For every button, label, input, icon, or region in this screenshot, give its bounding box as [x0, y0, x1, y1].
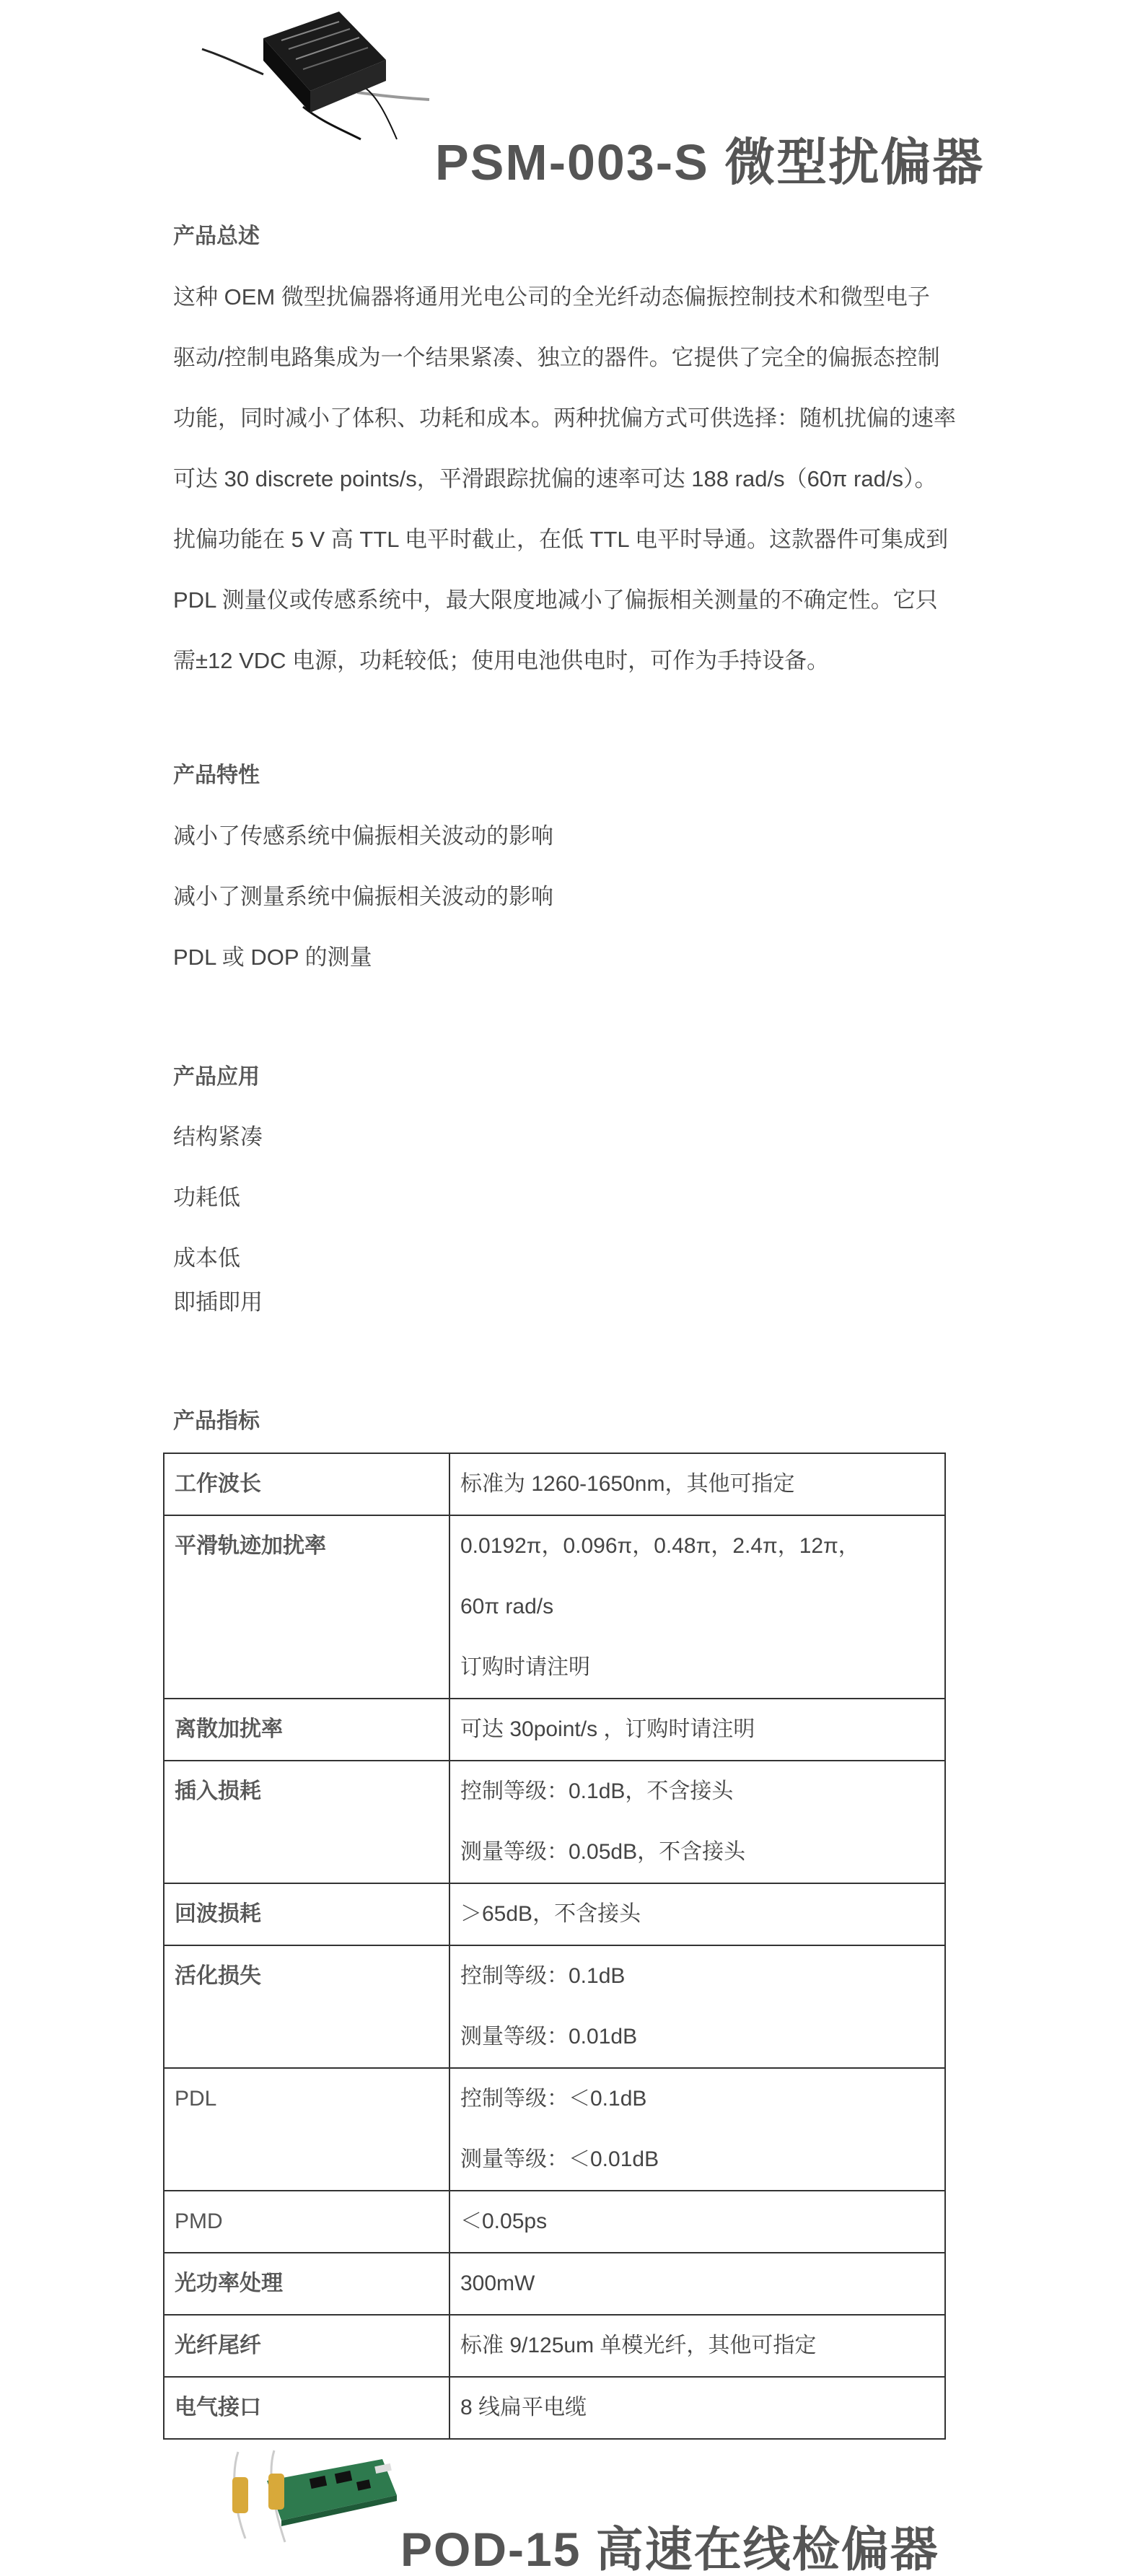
feature-item: 减小了测量系统中偏振相关波动的影响 [173, 884, 553, 909]
spec-key: 平滑轨迹加扰率 [164, 1515, 449, 1699]
application-item: 结构紧凑 [173, 1124, 263, 1149]
spec-value: ＜0.05ps [449, 2191, 945, 2253]
overview-line: 这种 OEM 微型扰偏器将通用光电公司的全光纤动态偏振控制技术和微型电子 [173, 284, 930, 310]
overview-line: 功能，同时减小了体积、功耗和成本。两种扰偏方式可供选择：随机扰偏的速率 [173, 406, 956, 431]
application-item: 成本低 [173, 1245, 240, 1271]
features-heading: 产品特性 [173, 763, 260, 787]
spec-row [164, 1515, 945, 1699]
spec-table [163, 1453, 946, 2440]
spec-row [164, 2315, 945, 2377]
psm-003-s-product-image [195, 6, 433, 143]
spec-value: 0.0192π，0.096π，0.48π，2.4π，12π， 60π rad/s 订购时请注明 [449, 1515, 945, 1699]
spec-key: PMD [164, 2191, 449, 2253]
page-title: PSM-003-S 微型扰偏器 [435, 134, 985, 190]
overview-line: 需±12 VDC 电源，功耗较低；使用电池供电时，可作为手持设备。 [173, 648, 830, 673]
spec-key: 光功率处理 [164, 2253, 449, 2315]
application-item: 功耗低 [173, 1185, 240, 1210]
spec-key: 工作波长 [164, 1453, 449, 1515]
spec-value: 8 线扁平电缆 [449, 2377, 945, 2439]
spec-row [164, 1699, 945, 1761]
spec-key: 电气接口 [164, 2377, 449, 2439]
applications-heading: 产品应用 [173, 1065, 260, 1089]
spec-row [164, 1945, 945, 2068]
spec-value: 标准为 1260-1650nm，其他可指定 [449, 1453, 945, 1515]
spec-value: 控制等级：0.1dB，不含接头 测量等级：0.05dB，不含接头 [449, 1761, 945, 1883]
specs-heading: 产品指标 [173, 1409, 260, 1433]
spec-row [164, 2191, 945, 2253]
spec-key: 回波损耗 [164, 1883, 449, 1945]
spec-key: 插入损耗 [164, 1761, 449, 1883]
overview-heading: 产品总述 [173, 224, 260, 248]
spec-value: ＞65dB，不含接头 [449, 1883, 945, 1945]
overview-line: 驱动/控制电路集成为一个结果紧凑、独立的器件。它提供了完全的偏振态控制 [173, 345, 940, 370]
spec-row [164, 1761, 945, 1883]
feature-item: PDL 或 DOP 的测量 [173, 945, 372, 970]
spec-key: 光纤尾纤 [164, 2315, 449, 2377]
overview-line: 扰偏功能在 5 V 高 TTL 电平时截止，在低 TTL 电平时导通。这款器件可集成到 [173, 527, 949, 552]
overview-line: 可达 30 discrete points/s，平滑跟踪扰偏的速率可达 188 rad/s（60π rad/s）。 [173, 466, 937, 491]
spec-key: 活化损失 [164, 1945, 449, 2068]
spec-row [164, 2068, 945, 2191]
spec-row [164, 2253, 945, 2315]
spec-key: PDL [164, 2068, 449, 2191]
next-product-title: POD-15 高速在线检偏器 [400, 2523, 939, 2576]
spec-row [164, 1883, 945, 1945]
spec-value: 控制等级：＜0.1dB 测量等级：＜0.01dB [449, 2068, 945, 2191]
spec-key: 离散加扰率 [164, 1699, 449, 1761]
spec-value: 300mW [449, 2253, 945, 2315]
overview-line: PDL 测量仪或传感系统中，最大限度地减小了偏振相关测量的不确定性。它只 [173, 587, 938, 613]
spec-value: 控制等级：0.1dB 测量等级：0.01dB [449, 1945, 945, 2068]
spec-value: 标准 9/125um 单模光纤，其他可指定 [449, 2315, 945, 2377]
overview-paragraph [173, 267, 981, 691]
pod-15-product-image [216, 2445, 411, 2546]
feature-item: 减小了传感系统中偏振相关波动的影响 [173, 823, 553, 849]
application-item: 即插即用 [173, 1289, 263, 1315]
spec-row [164, 2377, 945, 2439]
spec-value: 可达 30point/s ，订购时请注明 [449, 1699, 945, 1761]
spec-row [164, 1453, 945, 1515]
